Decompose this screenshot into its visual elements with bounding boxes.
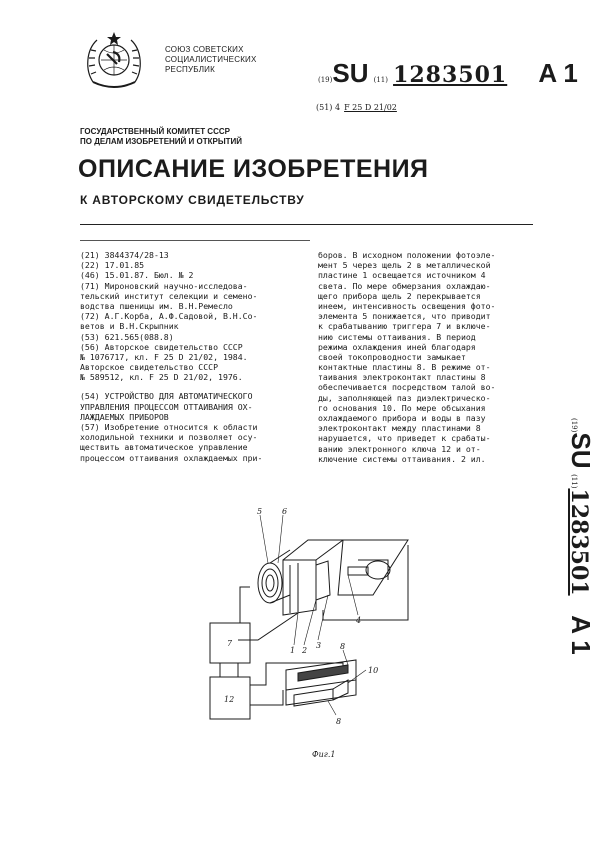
body-line: пластине 1 освещается источником 4	[318, 270, 486, 281]
figure-label: 6	[282, 507, 288, 516]
figure-label: 4	[356, 616, 362, 625]
biblio-line: Авторское свидетельство СССР	[80, 362, 219, 373]
abstract-line: УПРАВЛЕНИЯ ПРОЦЕССОМ ОТТАИВАНИЯ ОХ-	[80, 401, 253, 412]
figure-label: 5	[257, 507, 263, 516]
light-source	[338, 540, 408, 595]
figure-label: 8	[336, 717, 342, 726]
body-line: мент 5 через щель 2 в металлической	[318, 260, 491, 271]
body-line: элемента 5 понижается, что приводит	[318, 311, 491, 322]
biblio-line: тельский институт селекции и семено-	[80, 290, 258, 301]
body-line: обеспечивается посредством талой во-	[318, 382, 496, 393]
biblio-line: (22) 17.01.85	[80, 260, 145, 271]
connector	[220, 663, 238, 677]
abstract-line: (57) Изобретение относится к области	[80, 422, 258, 432]
publication-number	[318, 58, 578, 89]
bibliographic-data	[80, 250, 305, 463]
biblio-line: ветов и В.Н.Скрыпник	[80, 321, 179, 332]
wire	[238, 613, 298, 640]
ipc-label: (51) 4	[316, 103, 341, 112]
country-line: РЕСПУБЛИК	[165, 65, 215, 74]
body-line: боров. В исходном положении фотоэле-	[318, 250, 496, 260]
number-label: (11)	[373, 76, 388, 84]
body-line: нарушается, что приведет к срабаты-	[318, 433, 491, 444]
biblio-line: (56) Авторское свидетельство СССР	[80, 341, 243, 352]
side-patent-number	[546, 418, 596, 658]
figure-label: 8	[340, 642, 346, 651]
body-line: таивания электроконтакт пластины 8	[318, 372, 486, 383]
country-name	[165, 45, 257, 75]
wire	[323, 545, 408, 620]
abstract-line: холодильной техники и позволяет осу-	[80, 432, 258, 443]
figure-label: 7	[227, 639, 233, 648]
biblio-line: (71) Мироновский научно-исследова-	[80, 280, 248, 291]
committee-line: ГОСУДАРСТВЕННЫЙ КОМИТЕТ СССР	[80, 127, 230, 136]
abstract-line: (54) УСТРОЙСТВО ДЛЯ АВТОМАТИЧЕСКОГО	[80, 391, 253, 402]
figure-label: 10	[368, 666, 379, 675]
country-code: SU	[332, 58, 369, 88]
biblio-line: (21) 3844374/28-13	[80, 250, 169, 260]
figure-caption: Фиг.1	[312, 750, 336, 759]
biblio-line: (46) 15.01.87. Бюл. № 2	[80, 270, 194, 281]
figure-label: 1	[290, 646, 296, 655]
ussr-emblem-icon	[83, 30, 145, 92]
body-line: охлаждаемого прибора и воды в пазу	[318, 413, 486, 423]
abstract-line: ществить автоматическое управление	[80, 442, 248, 453]
committee-name	[80, 127, 242, 147]
body-line: нию системы оттаивания. В период	[318, 331, 476, 342]
body-line: контактные пластины 8. В режиме от-	[318, 362, 491, 373]
number-label: (11)	[570, 474, 578, 489]
slit	[316, 561, 330, 600]
body-line: электроконтакт между пластинами 8	[318, 423, 481, 434]
header-divider	[80, 224, 533, 225]
body-line: режима охлаждения иней благодаря	[318, 341, 476, 352]
body-line: своей токопроводности замыкает	[318, 351, 466, 362]
patent-number: 1283501	[393, 62, 508, 88]
figure-label: 2	[302, 646, 308, 655]
wire	[250, 690, 283, 705]
body-line: ды, заполняющей паз диэлектрическо-	[318, 392, 491, 403]
body-line: ключение системы оттаивания. 2 ил.	[318, 453, 486, 464]
wire	[240, 587, 250, 623]
biblio-line: № 1076717, кл. F 25 D 21/02, 1984.	[80, 351, 248, 362]
ipc-classification	[316, 103, 397, 112]
body-line: го основания 10. По мере обсыхания	[318, 402, 486, 413]
ipc-value: F 25 D 21/02	[344, 103, 397, 112]
metal-plate	[283, 540, 343, 615]
country-line: СОЮЗ СОВЕТСКИХ	[165, 45, 244, 54]
patent-number: 1283501	[566, 488, 592, 596]
body-line: инеем, интенсивность освещения фото-	[318, 300, 496, 311]
contact-plates	[286, 660, 356, 706]
body-line: света. По мере обмерзания охлаждаю-	[318, 280, 491, 291]
device-schematic-figure	[198, 505, 428, 745]
biblio-line: (72) А.Г.Корба, А.Ф.Садовой, В.Н.Со-	[80, 311, 258, 322]
committee-line: ПО ДЕЛАМ ИЗОБРЕТЕНИЙ И ОТКРЫТИЙ	[80, 137, 243, 146]
figure-label: 12	[224, 695, 235, 704]
country-code-label: (19)	[570, 418, 578, 433]
document-title: ОПИСАНИЕ ИЗОБРЕТЕНИЯ	[78, 155, 429, 183]
kind-code: A 1	[566, 615, 596, 655]
country-code-label: (19)	[318, 76, 333, 84]
figure-label: 3	[316, 641, 322, 650]
biblio-line: № 589512, кл. F 25 D 21/02, 1976.	[80, 372, 243, 383]
abstract-line: ЛАЖДАЕМЫХ ПРИБОРОВ	[80, 411, 169, 422]
body-line: щего прибора щель 2 перекрывается	[318, 290, 481, 301]
abstract-continuation	[318, 250, 533, 464]
abstract-line: процессом оттаивания охлаждаемых при-	[80, 452, 263, 463]
biblio-line: водства пшеницы им. В.Н.Ремесло	[80, 300, 233, 311]
body-line: к срабатыванию триггера 7 и включе-	[318, 321, 491, 332]
kind-code: A 1	[538, 58, 578, 88]
country-code: SU	[566, 432, 596, 469]
document-subtitle: К АВТОРСКОМУ СВИДЕТЕЛЬСТВУ	[80, 193, 305, 207]
country-line: СОЦИАЛИСТИЧЕСКИХ	[165, 55, 257, 64]
biblio-line: (53) 621.565(088.8)	[80, 331, 174, 342]
column-divider	[80, 240, 310, 241]
body-line: ванию электронного ключа 12 и от-	[318, 443, 481, 454]
